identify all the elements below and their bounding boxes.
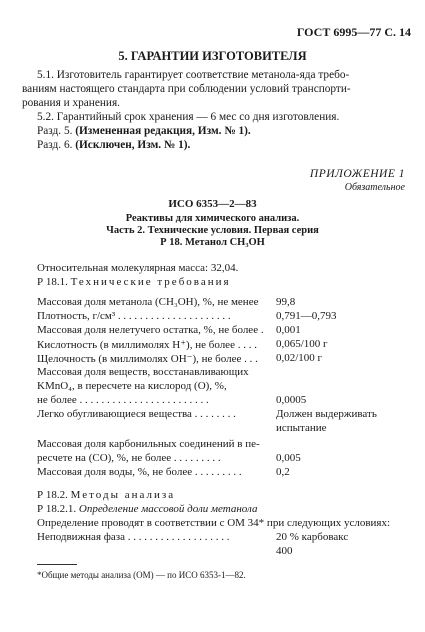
req-label: Массовая доля карбонильных соединений в пе-: [37, 438, 260, 450]
req-value: 99,8: [276, 296, 296, 308]
section-r-18-2-1: [37, 503, 257, 515]
section-number: Р 18.2.: [37, 489, 71, 501]
req-label: ресчете на (CO), %, не более . . . . . . . . .: [37, 452, 221, 464]
req-label: Плотность, г/см³ . . . . . . . . . . . . . . . . . . . . .: [37, 310, 231, 322]
req-value: 0,02/100 г: [276, 352, 323, 364]
iso-subheading-2: Часть 2. Технические условия. Первая серия: [106, 225, 319, 236]
phase-label: Неподвижная фаза . . . . . . . . . . . . . . . . . . .: [37, 531, 230, 543]
req-value: 0,2: [276, 466, 290, 478]
molar-mass: Относительная молекулярная масса: 32,04.: [37, 262, 239, 274]
req-label: KMnO₄, в пересчете на кислород (O), %,: [37, 380, 227, 392]
req-label: Легко обугливающиеся вещества . . . . . . . .: [37, 408, 236, 420]
req-label: Массовая доля метанола (CH₃OH), %, не менее: [37, 296, 259, 308]
paragraph-5-2: 5.2. Гарантийный срок хранения — 6 мес со дня изготовления.: [37, 111, 340, 123]
req-label: Щелочность (в миллимолях OH⁻), не более . . .: [37, 353, 258, 365]
req-value: 0,065/100 г: [276, 338, 328, 350]
note-prefix: Разд. 5.: [37, 125, 76, 137]
method-text: Определение проводят в соответствии с ОМ 34* при следующих условиях:: [37, 517, 391, 529]
footnote: *Общие методы анализа (ОМ) — по ИСО 6353-1—82.: [37, 570, 246, 580]
req-label: Массовая доля воды, %, не более . . . . . . . . .: [37, 466, 242, 478]
note-prefix: Разд. 6.: [37, 139, 76, 151]
footnote-divider: [37, 564, 77, 565]
paragraph-section-5-note: [37, 124, 251, 138]
section-heading: Определение массовой доли метанола: [78, 503, 258, 515]
req-label: Массовая доля нелетучего остатка, %, не более .: [37, 324, 264, 336]
iso-heading: ИСО 6353—2—83: [168, 198, 257, 210]
req-value: испытание: [276, 422, 327, 434]
page-header: ГОСТ 6995—77 С. 14: [296, 25, 411, 39]
phase-value-2: 400: [276, 545, 293, 557]
req-label: Массовая доля веществ, восстанавливающих: [37, 366, 249, 378]
phase-value-1: 20 % карбовакс: [276, 531, 349, 543]
appendix-subtitle: Обязательное: [344, 182, 405, 193]
req-value: 0,005: [276, 452, 301, 464]
paragraph-5-1-line-2: ваниям настоящего стандарта при соблюдении условий транспорти-: [22, 83, 351, 95]
req-value: 0,0005: [276, 394, 307, 406]
paragraph-section-6-note: [37, 138, 190, 152]
note-bold: (Измененная редакция, Изм. № 1).: [75, 125, 251, 137]
section-r-18-1: [37, 276, 231, 288]
req-value: Должен выдерживать: [276, 408, 377, 420]
iso-subheading-3: Р 18. Метанол CH₃OH: [160, 237, 265, 248]
section-heading: Методы анализа: [70, 489, 176, 501]
appendix-title: ПРИЛОЖЕНИЕ 1: [309, 168, 405, 180]
section-number: Р 18.2.1.: [37, 503, 79, 515]
section-heading: Технические требования: [70, 276, 231, 288]
iso-subheading-1: Реактивы для химического анализа.: [125, 213, 300, 224]
note-bold: (Исключен, Изм. № 1).: [75, 139, 191, 151]
section-r-18-2: [37, 489, 175, 501]
section-title: 5. ГАРАНТИИ ИЗГОТОВИТЕЛЯ: [118, 49, 307, 63]
req-label: не более . . . . . . . . . . . . . . . . . . . . . . . .: [37, 394, 209, 406]
section-number: Р 18.1.: [37, 276, 71, 288]
paragraph-5-1-line-3: рования и хранения.: [22, 97, 120, 109]
req-value: 0,001: [276, 324, 301, 336]
req-value: 0,791—0,793: [276, 310, 337, 322]
paragraph-5-1-line-1: 5.1. Изготовитель гарантирует соответствие метанола-яда требо-: [37, 69, 350, 81]
req-label: Кислотность (в миллимолях H⁺), не более . . . .: [37, 339, 257, 351]
